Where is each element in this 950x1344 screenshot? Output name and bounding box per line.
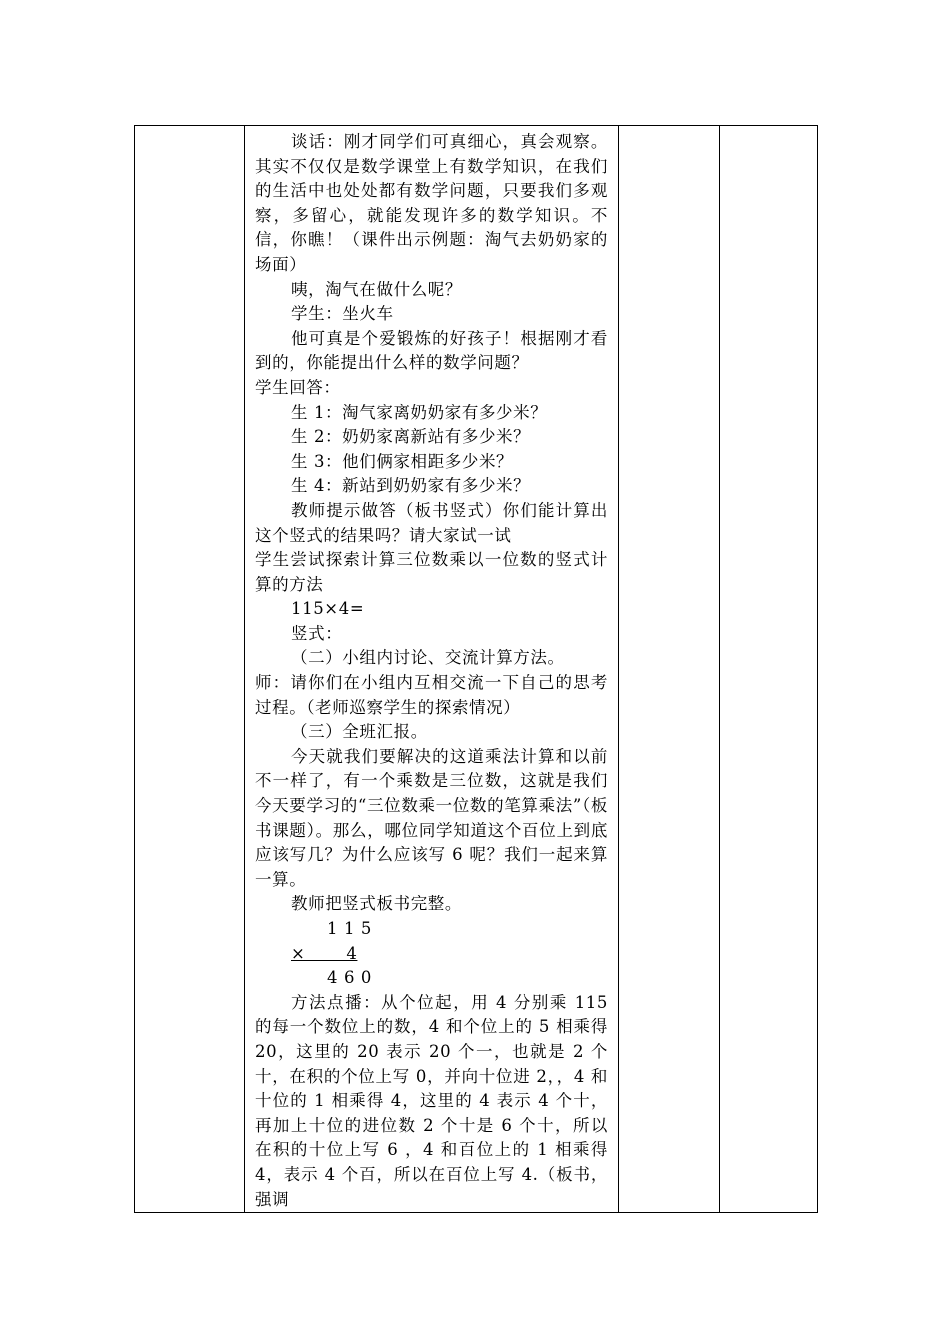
lesson-content — [245, 126, 618, 1212]
paragraph-today: 今天就我们要解决的这道乘法计算和以前不一样了，有一个乘数是三位数，这就是我们今天要学习的“三位数乘一位数的笔算乘法”（板书课题）。那么，哪位同学知道这个百位上到底应该写几？为什么应该写 6 呢？我们一起来算一算。 — [255, 746, 608, 889]
calc-multiplier-row — [255, 942, 608, 967]
student-question-2: 生 2：奶奶家离新站有多少米？ — [291, 427, 531, 447]
calc-product: 4 6 0 — [327, 968, 372, 988]
table-cell-right — [720, 126, 818, 1213]
student-question-1: 生 1：淘气家离奶奶家有多少米？ — [291, 402, 548, 422]
student-question-3: 生 3：他们俩家相距多少米？ — [291, 451, 514, 471]
paragraph-teacher-hint: 教师提示做答（板书竖式）你们能计算出这个竖式的结果吗？请大家试一试 — [255, 500, 608, 545]
calc-multiplier: × 4 — [291, 943, 358, 963]
paragraph-student-reply-label: 学生回答： — [255, 377, 341, 397]
equation-115x4: 115×4= — [291, 599, 365, 619]
section-group-discussion: （二）小组内讨论、交流计算方法。 — [291, 648, 565, 668]
table-cell-third — [619, 126, 720, 1213]
table-cell-content — [245, 126, 619, 1213]
paragraph-prompt: 他可真是个爱锻炼的好孩子！根据刚才看到的，你能提出什么样的数学问题？ — [255, 328, 608, 373]
vertical-label: 竖式： — [291, 623, 343, 643]
paragraph-teacher-group: 师：请你们在小组内互相交流一下自己的思考过程。（老师巡察学生的探索情况） — [255, 673, 608, 717]
paragraph-student-answer: 学生：坐火车 — [291, 304, 394, 324]
table-cell-left — [135, 126, 245, 1213]
paragraph-question: 咦，淘气在做什么呢？ — [291, 279, 462, 299]
paragraph-complete-board: 教师把竖式板书完整。 — [291, 894, 462, 914]
section-class-report: （三）全班汇报。 — [291, 722, 428, 742]
paragraph-student-explore: 学生尝试探索计算三位数乘以一位数的竖式计算的方法 — [255, 550, 608, 594]
lesson-plan-table — [134, 125, 818, 1213]
calc-multiplicand: 1 1 5 — [327, 919, 372, 938]
paragraph-intro: 谈话：刚才同学们可真细心，真会观察。其实不仅仅是数学课堂上有数学知识，在我们的生活中也处处都有数学问题，只要我们多观察，多留心，就能发现许多的数学知识。不信，你瞧！（课件出示例题：淘气去奶奶家的场面） — [255, 132, 608, 274]
paragraph-method: 方法点播：从个位起，用 4 分别乘 115的每一个数位上的数，4 和个位上的 5 相乘得 20，这里的 20 表示 20 个一，也就是 2 个十，在积的个位上写 0，并向十位进 2，，4 和十位的 1 相乘得 4，这里的 4 表示 4 个十，再加上十位的进位数 2 个十是 6 个十，所以在积的十位上写 6 ，4 和百位上的 1 相乘得 4，表示 4 个百，所以在百位上写 4.（板书，强调 — [255, 992, 608, 1209]
student-question-4: 生 4：新站到奶奶家有多少米？ — [291, 476, 531, 496]
